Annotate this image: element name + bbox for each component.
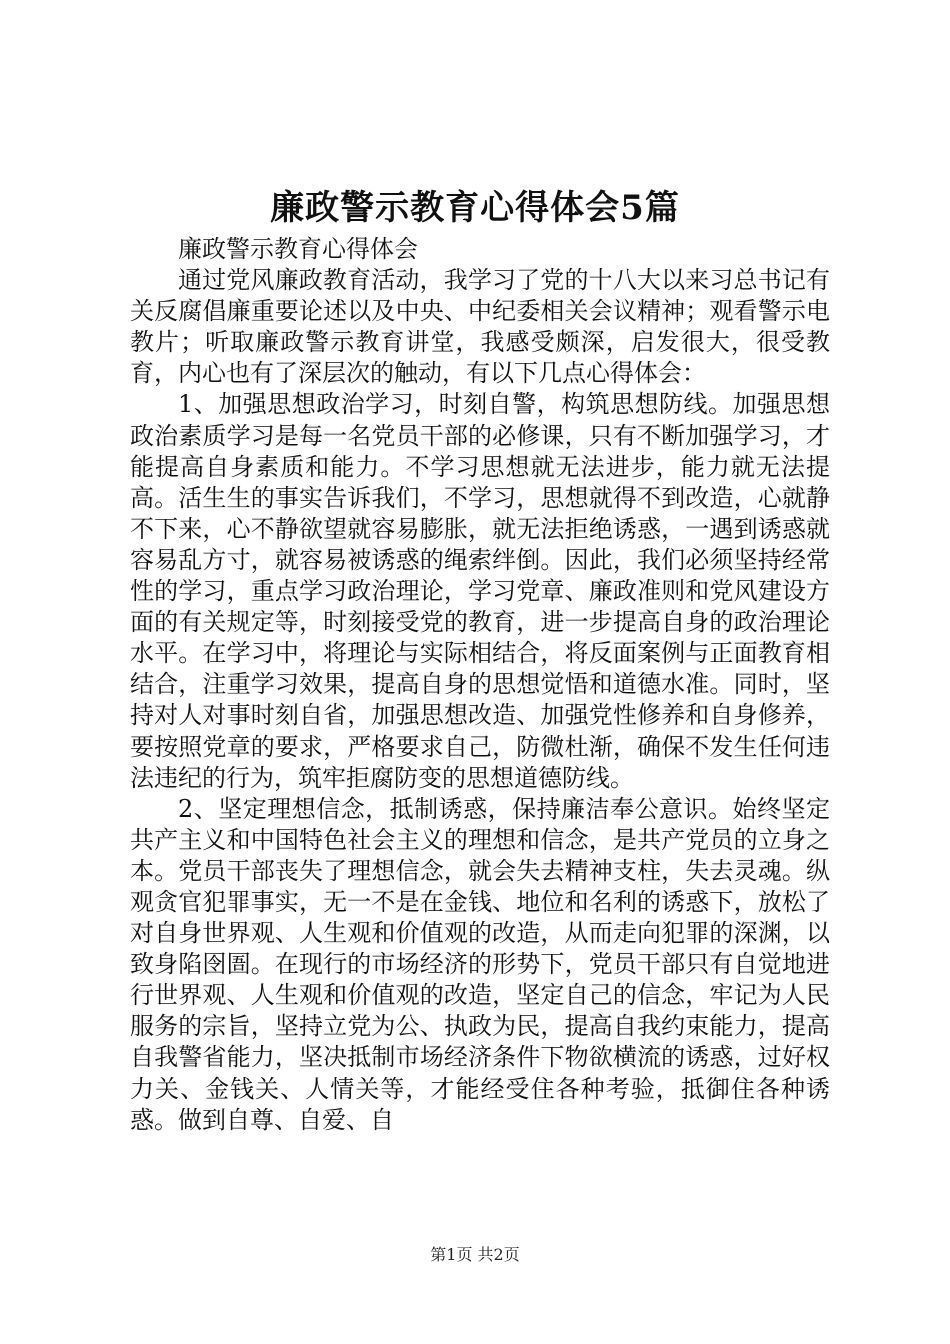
document-body: [130, 234, 830, 1136]
paragraph-subtitle: 廉政警示教育心得体会: [178, 235, 418, 263]
document-title: 廉政警示教育心得体会5篇: [270, 188, 680, 228]
paragraph-point-1: 1、加强思想政治学习，时刻自警，构筑思想防线。加强思想政治素质学习是每一名党员干部的必修课，只有不断加强学习，才能提高自身素质和能力。不学习思想就无法进步，能力就无法提高。活生生的事实告诉我们，不学习，思想就得不到改造，心就静不下来，心不静欲望就容易膨胀，就无法拒绝诱惑，一遇到诱惑就容易乱方寸，就容易被诱惑的绳索绊倒。因此，我们必须坚持经常性的学习，重点学习政治理论，学习党章、廉政准则和党风建设方面的有关规定等，时刻接受党的教育，进一步提高自身的政治理论水平。在学习中，将理论与实际相结合，将反面案例与正面教育相结合，注重学习效果，提高自身的思想觉悟和道德水准。同时，坚持对人对事时刻自省，加强思想改造、加强党性修养和自身修养，要按照党章的要求，严格要求自己，防微杜渐，确保不发生任何违法违纪的行为，筑牢拒腐防变的思想道德防线。: [130, 390, 830, 792]
page-footer: 第1页 共2页: [430, 1245, 520, 1264]
paragraph-point-2: 2、坚定理想信念，抵制诱惑，保持廉洁奉公意识。始终坚定共产主义和中国特色社会主义的理想和信念，是共产党员的立身之本。党员干部丧失了理想信念，就会失去精神支柱，失去灵魂。纵观贪官犯罪事实，无一不是在金钱、地位和名利的诱惑下，放松了对自身世界观、人生观和价值观的改造，从而走向犯罪的深渊，以致身陷囹圄。在现行的市场经济的形势下，党员干部只有自觉地进行世界观、人生观和价值观的改造，坚定自己的信念，牢记为人民服务的宗旨，坚持立党为公、执政为民，提高自我约束能力，提高自我警省能力，坚决抵制市场经济条件下物欲横流的诱惑，过好权力关、金钱关、人情关等，才能经受住各种考验，抵御住各种诱惑。做到自尊、自爱、自: [130, 794, 830, 1134]
paragraph-intro: 通过党风廉政教育活动，我学习了党的十八大以来习总书记有关反腐倡廉重要论述以及中央、中纪委相关会议精神；观看警示电教片；听取廉政警示教育讲堂，我感受颇深，启发很大，很受教育，内心也有了深层次的触动，有以下几点心得体会：: [130, 266, 830, 388]
